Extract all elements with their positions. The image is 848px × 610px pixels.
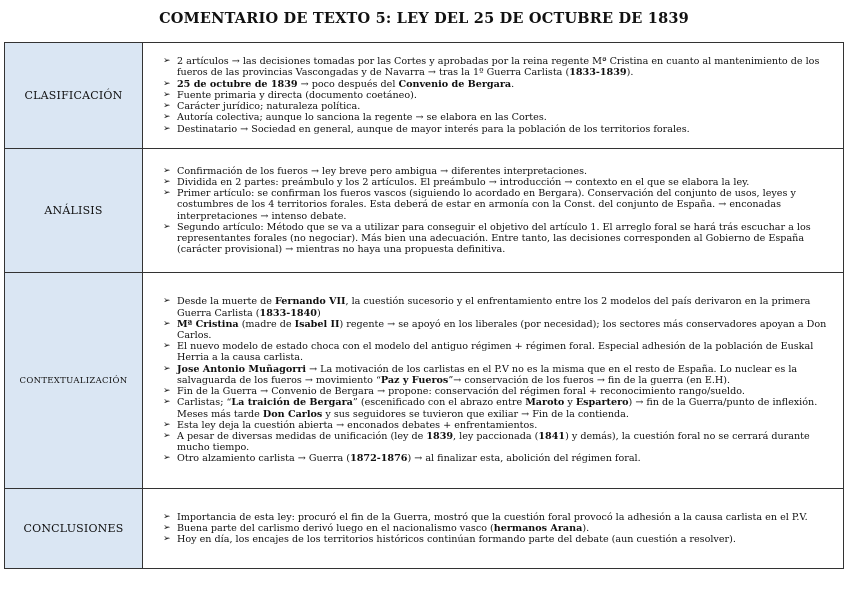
bullet-item: ➢ Fin de la Guerra → Convenio de Bergara → propone: conservación del régimen foral + reconocimiento rango/sueldo. [163,386,745,398]
bullet-item: ➢ Buena parte del carlismo derivó luego en el nacionalismo vasco (hermanos Arana). [163,522,590,534]
arrowhead-bullet-icon: ➢ [163,419,171,430]
section-label-contextualizacion: CONTEXTUALIZACIÓN [5,273,143,489]
arrowhead-bullet-icon: ➢ [163,123,171,134]
arrowhead-bullet-icon: ➢ [163,165,171,176]
bullet-item: ➢ Carlistas; “La traición de Bergara” (escenificado con el abrazo entre Maroto y Espartero) → fin de la Guerra/punto de inflexión. Meses más tarde Don Carlos y sus seguidores se tuvieron que exiliar → Fin de la contienda. [163,397,818,420]
bold-term: 1839 [426,430,454,442]
bold-term: 25 de octubre de 1839 [177,78,298,90]
bullet-item: ➢ Autoría colectiva; aunque lo sanciona la regente → se elabora en las Cortes. [163,112,547,124]
section-content-conclusiones [143,489,844,569]
section-label-conclusiones: CONCLUSIONES [5,489,143,569]
bullet-item: ➢ Otro alzamiento carlista → Guerra (1872-1876) → al finalizar esta, abolición del régimen foral. [163,453,641,465]
bullet-item: ➢ Destinatario → Sociedad en general, aunque de mayor interés para la población de los territorios forales. [163,123,690,135]
bullet-item: ➢ El nuevo modelo de estado choca con el modelo del antiguo régimen + régimen foral. Especial adhesión de la población de Euskal Herria a la causa carlista. [163,341,814,364]
bullet-item: ➢ Esta ley deja la cuestión abierta → enconados debates + enfrentamientos. [163,419,538,431]
bold-term: Paz y Fueros [380,374,449,386]
arrowhead-bullet-icon: ➢ [163,56,171,67]
bullet-item: ➢ Desde la muerte de Fernando VII, la cuestión sucesorio y el enfrentamiento entre los 2 modelos del país derivaron en la primera Guerra Carlista (1833-1840) [163,296,811,319]
arrowhead-bullet-icon: ➢ [163,78,171,89]
arrowhead-bullet-icon: ➢ [163,176,171,187]
arrowhead-bullet-icon: ➢ [163,453,171,464]
arrowhead-bullet-icon: ➢ [163,430,171,441]
arrowhead-bullet-icon: ➢ [163,397,171,408]
arrowhead-bullet-icon: ➢ [163,101,171,112]
bullet-list-clasificacion [163,56,837,134]
bullet-list-conclusiones [163,512,837,546]
bullet-item: ➢ Segundo artículo: Método que se va a utilizar para conseguir el objetivo del artículo 1. El arreglo foral se hará trás escuchar a los representantes forales (no negociar). Más bien una adecuación. Entre tanto, las decisiones corresponden al Gobierno de España (carácter provisional) → mientras no haya una propuesta definitiva. [163,221,811,256]
bold-term: Mª Cristina [177,318,239,330]
bullet-item: ➢ A pesar de diversas medidas de unificación (ley de 1839, ley paccionada (1841) y demás), la cuestión foral no se cerrará durante mucho tiempo. [163,430,810,454]
bold-term: 1872-1876 [350,453,408,465]
bold-term: 1833-1839 [569,67,627,79]
bullet-item: ➢ Primer artículo: se confirman los fueros vascos (siguiendo lo acordado en Bergara). Conservación del conjunto de usos, leyes y costumbres de los 4 territorios forales. Esta deberá de estar en armonía con la Const. del conjunto de España. → enconadas interpretaciones → intenso debate. [163,188,796,222]
bold-term: hermanos Arana [493,522,583,534]
bullet-item: ➢ Fuente primaria y directa (documento coetáneo). [163,89,417,101]
arrowhead-bullet-icon: ➢ [163,89,171,100]
bullet-list-analisis [163,166,837,256]
arrowhead-bullet-icon: ➢ [163,112,171,123]
bold-term: 1841 [538,430,566,442]
section-content-clasificacion [143,43,844,149]
section-row-contextualizacion [5,273,844,489]
bullet-item: ➢ 25 de octubre de 1839 → poco después del Convenio de Bergara. [163,78,515,90]
arrowhead-bullet-icon: ➢ [163,221,171,232]
bold-term: Espartero [575,397,629,409]
comment-table [4,42,844,569]
section-row-clasificacion [5,43,844,149]
section-label-clasificacion: CLASIFICACIÓN [5,43,143,149]
bullet-list-contextualizacion [163,296,837,464]
bold-term: Fernando VII [275,296,346,308]
arrowhead-bullet-icon: ➢ [163,386,171,397]
section-content-analisis [143,149,844,273]
bold-term: Don Carlos [262,408,323,420]
bullet-item: ➢ Hoy en día, los encajes de los territorios históricos continúan formando parte del debate (aun cuestión a resolver). [163,534,736,546]
bold-term: La traición de Bergara [231,397,353,409]
arrowhead-bullet-icon: ➢ [163,363,171,374]
section-content-contextualizacion [143,273,844,489]
bold-term: 1833-1840 [259,307,317,319]
bullet-item: ➢ Carácter jurídico; naturaleza política. [163,101,361,113]
bullet-item: ➢ Jose Antonio Muñagorri → La motivación de los carlistas en el P.V no es la misma que en el resto de España. Lo nuclear es la salvaguarda de los fueros → movimiento “Paz y Fueros”→ conservación de los fueros → fin de la guerra (en E.H). [163,363,798,386]
arrowhead-bullet-icon: ➢ [163,522,171,533]
section-row-conclusiones [5,489,844,569]
document-title: COMENTARIO DE TEXTO 5: LEY DEL 25 DE OCTUBRE DE 1839 [159,10,689,27]
arrowhead-bullet-icon: ➢ [163,296,171,307]
bullet-item: ➢ Mª Cristina (madre de Isabel II) regente → se apoyó en los liberales (por necesidad); los sectores más conservadores apoyan a Don Carlos. [163,318,827,342]
arrowhead-bullet-icon: ➢ [163,534,171,545]
section-label-analisis: ANÁLISIS [5,149,143,273]
bold-term: Jose Antonio Muñagorri [177,363,307,375]
bold-term: Isabel II [294,318,340,330]
arrowhead-bullet-icon: ➢ [163,511,171,522]
bold-term: Convenio de Bergara [398,78,512,90]
bullet-item: ➢ Confirmación de los fueros → ley breve pero ambigua → diferentes interpretaciones. [163,165,588,177]
arrowhead-bullet-icon: ➢ [163,188,171,199]
bullet-item: ➢ Importancia de esta ley: procuró el fin de la Guerra, mostró que la cuestión foral provocó la adhesión a la causa carlista en el P.V. [163,511,808,523]
arrowhead-bullet-icon: ➢ [163,318,171,329]
arrowhead-bullet-icon: ➢ [163,341,171,352]
bullet-item: ➢ Dividida en 2 partes: preámbulo y los 2 artículos. El preámbulo → introducción → contexto en el que se elabora la ley. [163,176,750,188]
bold-term: Maroto [525,397,565,409]
section-row-analisis [5,149,844,273]
bullet-item: ➢ 2 artículos → las decisiones tomadas por las Cortes y aprobadas por la reina regente Mª Cristina en cuanto al mantenimiento de los fueros de las provincias Vascongadas y de Navarra → tras la 1º Guerra Carlista (1833-1839). [163,56,820,79]
